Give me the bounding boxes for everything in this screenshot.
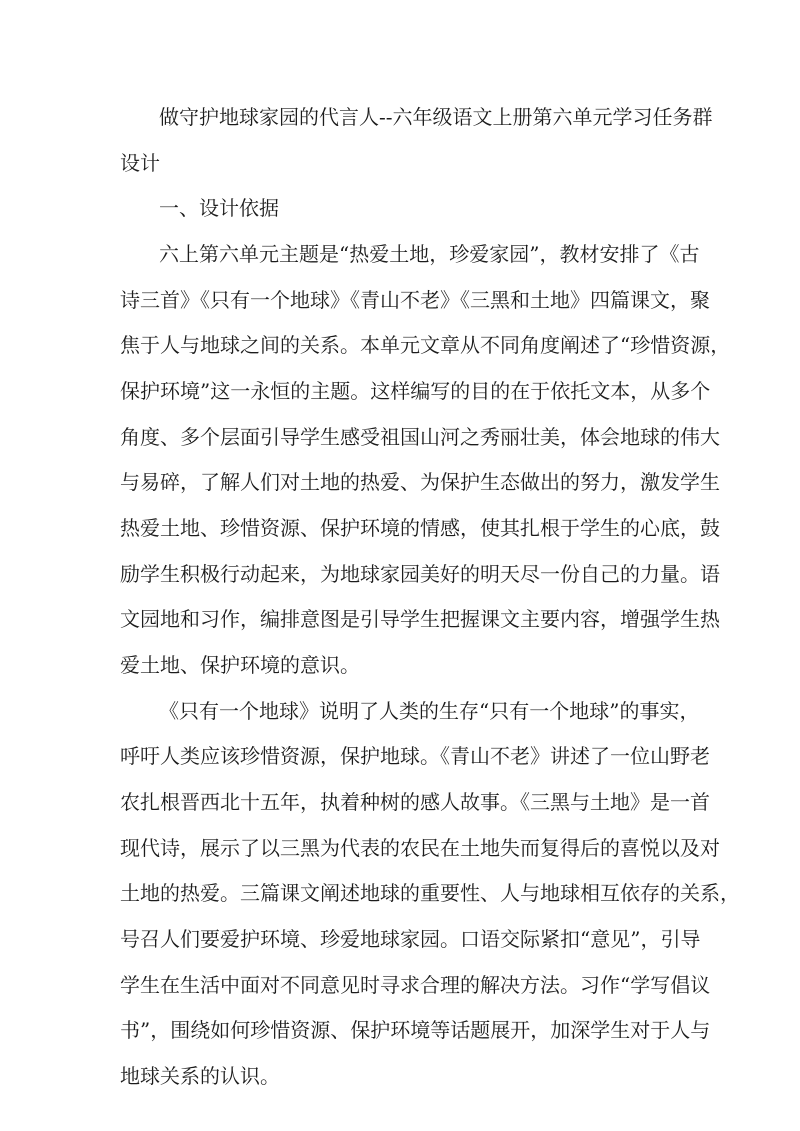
- paragraph1-line: 励学生积极行动起来，为地球家园美好的明天尽一份自己的力量。语: [120, 562, 720, 586]
- paragraph1-line: 爱土地、保护环境的意识。: [120, 653, 360, 677]
- paragraph2-line: 地球关系的认识。: [120, 1064, 280, 1088]
- paragraph1-line: 热爱土地、珍惜资源、保护环境的情感，使其扎根于学生的心底，鼓: [120, 516, 720, 540]
- paragraph1-line: 保护环境”这一永恒的主题。这样编写的目的在于依托文本，从多个: [120, 379, 711, 403]
- paragraph2-line: 书”，围绕如何珍惜资源、保护环境等话题展开，加深学生对于人与: [120, 1018, 711, 1042]
- paragraph2-line: 土地的热爱。三篇课文阐述地球的重要性、人与地球相互依存的关系，: [120, 881, 740, 905]
- paragraph1-line: 文园地和习作，编排意图是引导学生把握课文主要内容，增强学生热: [120, 607, 720, 631]
- paragraph2-line: 呼吁人类应该珍惜资源，保护地球。《青山不老》讲述了一位山野老: [120, 744, 710, 768]
- paragraph2-line: 《只有一个地球》说明了人类的生存“只有一个地球”的事实，: [159, 699, 700, 723]
- section-heading: 一、设计依据: [159, 196, 279, 220]
- title-line-2: 设计: [120, 151, 160, 175]
- paragraph1-line: 六上第六单元主题是“热爱土地，珍爱家园”，教材安排了《古: [159, 242, 700, 266]
- paragraph2-line: 号召人们要爱护环境、珍爱地球家园。口语交际紧扣“意见”，引导: [120, 927, 701, 951]
- title-line-1: 做守护地球家园的代言人--六年级语文上册第六单元学习任务群: [159, 105, 713, 129]
- paragraph1-line: 角度、多个层面引导学生感受祖国山河之秀丽壮美，体会地球的伟大: [120, 425, 720, 449]
- paragraph2-line: 现代诗，展示了以三黑为代表的农民在土地失而复得后的喜悦以及对: [120, 836, 720, 860]
- paragraph1-line: 焦于人与地球之间的关系。本单元文章从不同角度阐述了“珍惜资源，: [120, 333, 731, 357]
- paragraph1-line: 诗三首》《只有一个地球》《青山不老》《三黑和土地》四篇课文，聚: [120, 288, 710, 312]
- paragraph2-line: 学生在生活中面对不同意见时寻求合理的解决方法。习作“学写倡议: [120, 973, 711, 997]
- paragraph1-line: 与易碎，了解人们对土地的热爱、为保护生态做出的努力，激发学生: [120, 470, 720, 494]
- paragraph2-line: 农扎根晋西北十五年，执着种树的感人故事。《三黑与土地》是一首: [120, 790, 710, 814]
